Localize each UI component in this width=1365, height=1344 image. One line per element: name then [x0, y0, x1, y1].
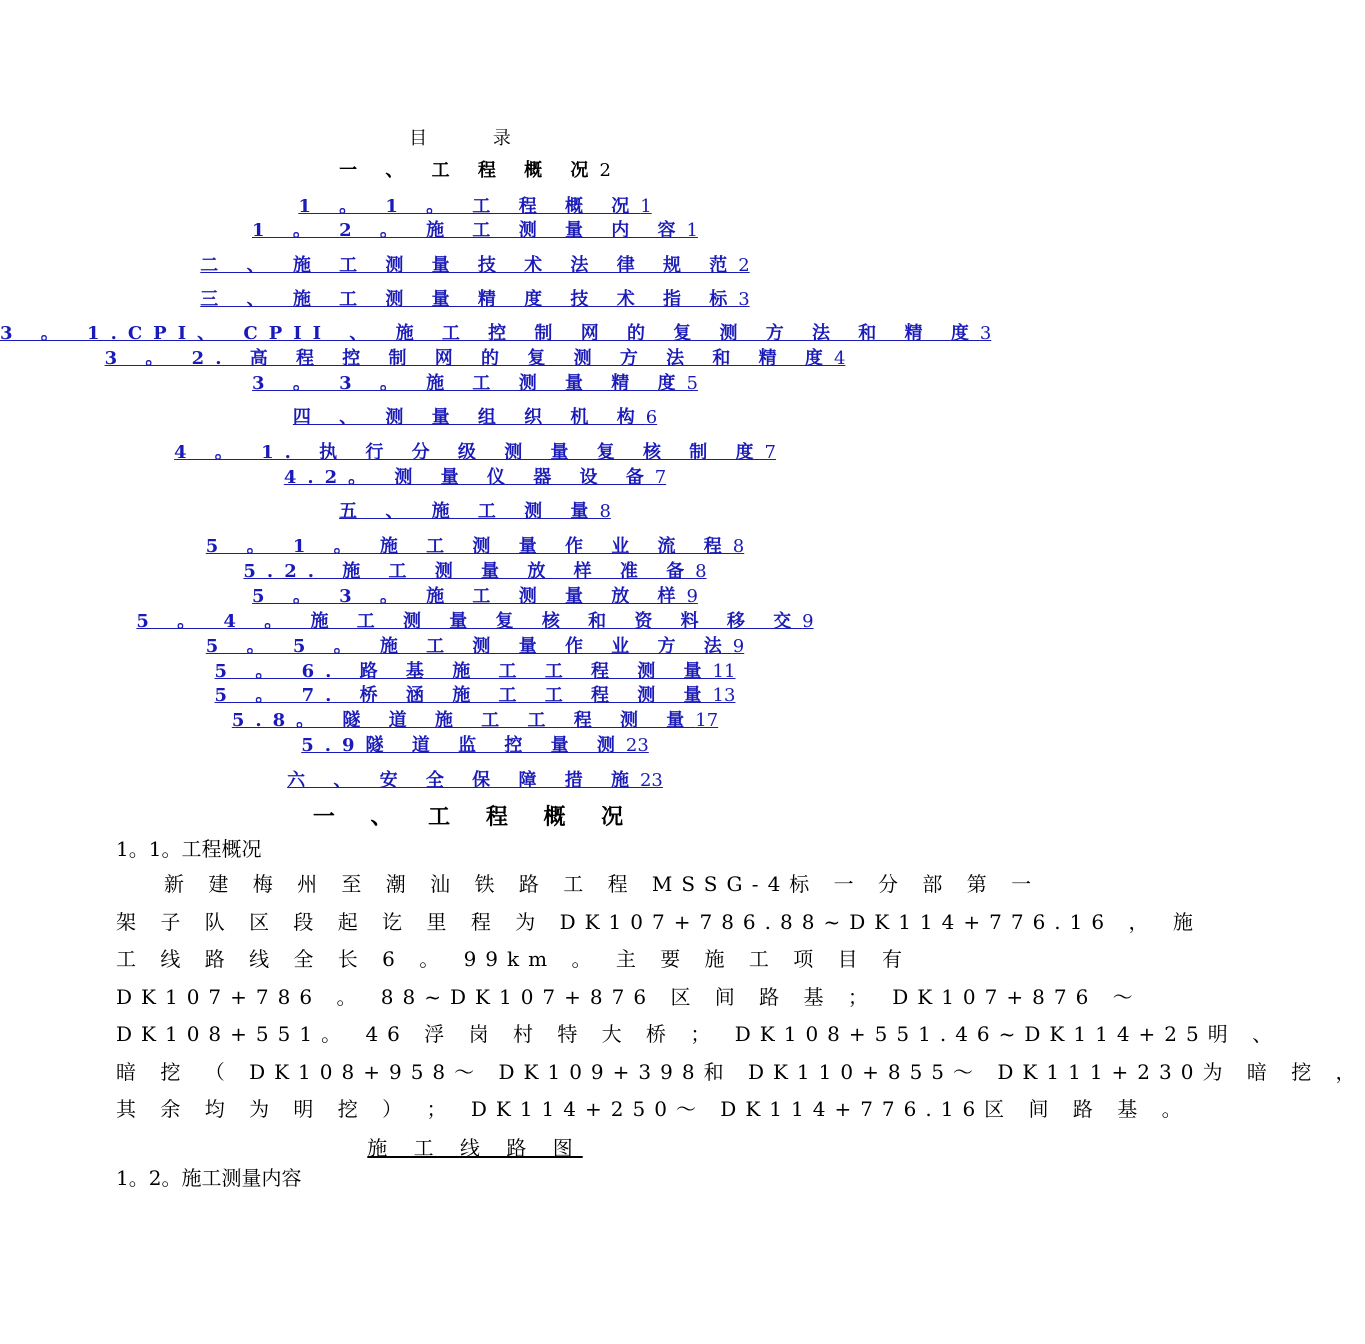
- toc-entry-text[interactable]: 二 、 施 工 测 量 技 术 法 律 规 范: [200, 255, 739, 276]
- toc-entry-text[interactable]: 3 。 2. 高 程 控 制 网 的 复 测 方 法 和 精 度: [104, 348, 834, 369]
- toc-entry-page[interactable]: 13: [712, 685, 736, 706]
- toc-entry-text[interactable]: 5 。 4 。 施 工 测 量 复 核 和 资 料 移 交: [136, 611, 803, 632]
- toc-entry-text[interactable]: 五 、 施 工 测 量: [339, 501, 600, 522]
- toc-entry-page[interactable]: 1: [686, 220, 698, 241]
- toc-entry[interactable]: [0, 501, 950, 523]
- toc-entry-page[interactable]: 6: [645, 407, 658, 428]
- toc-entry[interactable]: [0, 561, 950, 583]
- toc-entry-text[interactable]: 四 、 测 量 组 织 机 构: [292, 407, 646, 428]
- toc-entry-page[interactable]: 3: [979, 323, 992, 344]
- toc-entry[interactable]: [0, 348, 950, 370]
- toc-entry-text[interactable]: 4.2。 测 量 仪 器 设 备: [283, 467, 655, 488]
- toc-entry-page[interactable]: 9: [732, 636, 745, 657]
- toc-entry-text[interactable]: 三 、 施 工 测 量 精 度 技 术 指 标: [200, 289, 739, 310]
- toc-entry-text[interactable]: 1 。 2 。 施 工 测 量 内 容: [252, 220, 687, 241]
- toc-entry-page[interactable]: 11: [712, 661, 736, 682]
- section-heading: 一 、 工 程 概 况: [312, 804, 638, 830]
- figure-caption-text: 施 工 线 路 图: [367, 1136, 583, 1160]
- paragraph-line: 新 建 梅 州 至 潮 汕 铁 路 工 程 MSSG-4标 一 分 部 第 一: [164, 872, 1041, 896]
- toc-entry[interactable]: [0, 442, 950, 464]
- toc-entry-text[interactable]: 六 、 安 全 保 障 措 施: [287, 770, 640, 791]
- toc-entry[interactable]: [0, 770, 950, 792]
- toc-entry-page[interactable]: 23: [639, 770, 663, 791]
- toc-entry-text[interactable]: 3 。 1.CPI、 CPII 、 施 工 控 制 网 的 复 测 方 法 和 精 度: [0, 323, 980, 344]
- toc-entry-page[interactable]: 8: [599, 501, 611, 522]
- toc-entry-page[interactable]: 7: [764, 442, 776, 463]
- paragraph-line: DK108+551。 46 浮 岗 村 特 大 桥 ； DK108+551.46~DK114+25明 、: [116, 1022, 1282, 1046]
- toc-entry-text[interactable]: 5 。 3 。 施 工 测 量 放 样: [252, 586, 687, 607]
- toc-entry-text[interactable]: 1 。 1 。 工 程 概 况: [298, 196, 641, 217]
- toc-entry-page[interactable]: 9: [686, 586, 698, 607]
- toc-entry[interactable]: [0, 467, 950, 489]
- toc-entry[interactable]: [0, 255, 950, 277]
- toc-entry-page[interactable]: 5: [686, 373, 698, 394]
- toc-entry-text[interactable]: 5 。 5 。 施 工 测 量 作 业 方 法: [205, 636, 733, 657]
- toc-entry-page[interactable]: 2: [738, 255, 750, 276]
- toc-entry-page[interactable]: 3: [738, 289, 750, 310]
- toc-entry[interactable]: [0, 685, 950, 707]
- toc-entry-text[interactable]: 3 。 3 。 施 工 测 量 精 度: [252, 373, 687, 394]
- toc-entry[interactable]: [0, 536, 950, 558]
- toc-entry[interactable]: [0, 611, 950, 633]
- toc-entry[interactable]: [0, 407, 950, 429]
- toc-entry[interactable]: [0, 636, 950, 658]
- toc-entry-text[interactable]: 5 。 1 。 施 工 测 量 作 业 流 程: [205, 536, 733, 557]
- paragraph-line: DK107+786 。 88~DK107+876 区 间 路 基 ； DK107+876 ～: [116, 984, 1142, 1009]
- toc-entry-text[interactable]: 5.9隧 道 监 控 量 测: [301, 735, 626, 756]
- toc-entry[interactable]: [0, 373, 950, 395]
- toc-entry-text[interactable]: 5 。 6. 路 基 施 工 工 程 测 量: [214, 661, 713, 682]
- toc-entry[interactable]: [0, 735, 950, 757]
- section-1-2-title: 1。2。施工测量内容: [116, 1166, 302, 1190]
- toc-entry-text[interactable]: 4 。 1. 执 行 分 级 测 量 复 核 制 度: [174, 442, 765, 463]
- toc-entry[interactable]: [0, 661, 950, 683]
- toc-entry-page[interactable]: 23: [625, 735, 649, 756]
- toc-entry-page[interactable]: 17: [695, 710, 719, 731]
- toc-entry[interactable]: [0, 196, 950, 218]
- toc-title: 目 录: [409, 128, 541, 149]
- toc-entry: [0, 160, 950, 182]
- toc-entry-page[interactable]: 7: [654, 467, 667, 488]
- section-1-1-title: 1。1。工程概况: [116, 837, 262, 861]
- paragraph-line: 工 线 路 线 全 长 6 。 99km 。 主 要 施 工 项 目 有: [116, 947, 911, 971]
- paragraph-line: 其 余 均 为 明 挖 ） ； DK114+250～ DK114+776.16区 间 路 基 。: [116, 1097, 1191, 1121]
- overview-paragraph: [116, 866, 1365, 1129]
- toc-entry[interactable]: [0, 710, 950, 732]
- toc-entry-page: 2: [599, 160, 611, 181]
- toc-entry[interactable]: [0, 586, 950, 608]
- toc-entry-page[interactable]: 8: [732, 536, 745, 557]
- toc-entry[interactable]: [0, 323, 992, 345]
- toc-entry-text: 一 、 工 程 概 况: [339, 160, 600, 181]
- toc-entry[interactable]: [0, 220, 950, 242]
- toc-entry-page[interactable]: 1: [640, 196, 652, 217]
- toc-entry-page[interactable]: 8: [695, 561, 707, 582]
- paragraph-line: 架 子 队 区 段 起 讫 里 程 为 DK107+786.88~DK114+776.16 ， 施: [116, 909, 1202, 934]
- toc-entry[interactable]: [0, 289, 950, 311]
- toc-entry-page[interactable]: 9: [802, 611, 814, 632]
- figure-caption: [0, 1132, 950, 1161]
- toc-entry-page[interactable]: 4: [833, 348, 846, 369]
- toc-entry-text[interactable]: 5 。 7. 桥 涵 施 工 工 程 测 量: [214, 685, 713, 706]
- paragraph-line: 暗 挖 （ DK108+958～ DK109+398和 DK110+855～ DK111+230为 暗 挖 ，: [116, 1059, 1365, 1084]
- toc-entry-text[interactable]: 5.8。 隧 道 施 工 工 程 测 量: [231, 710, 696, 731]
- toc-entry-text[interactable]: 5.2. 施 工 测 量 放 样 准 备: [243, 561, 696, 582]
